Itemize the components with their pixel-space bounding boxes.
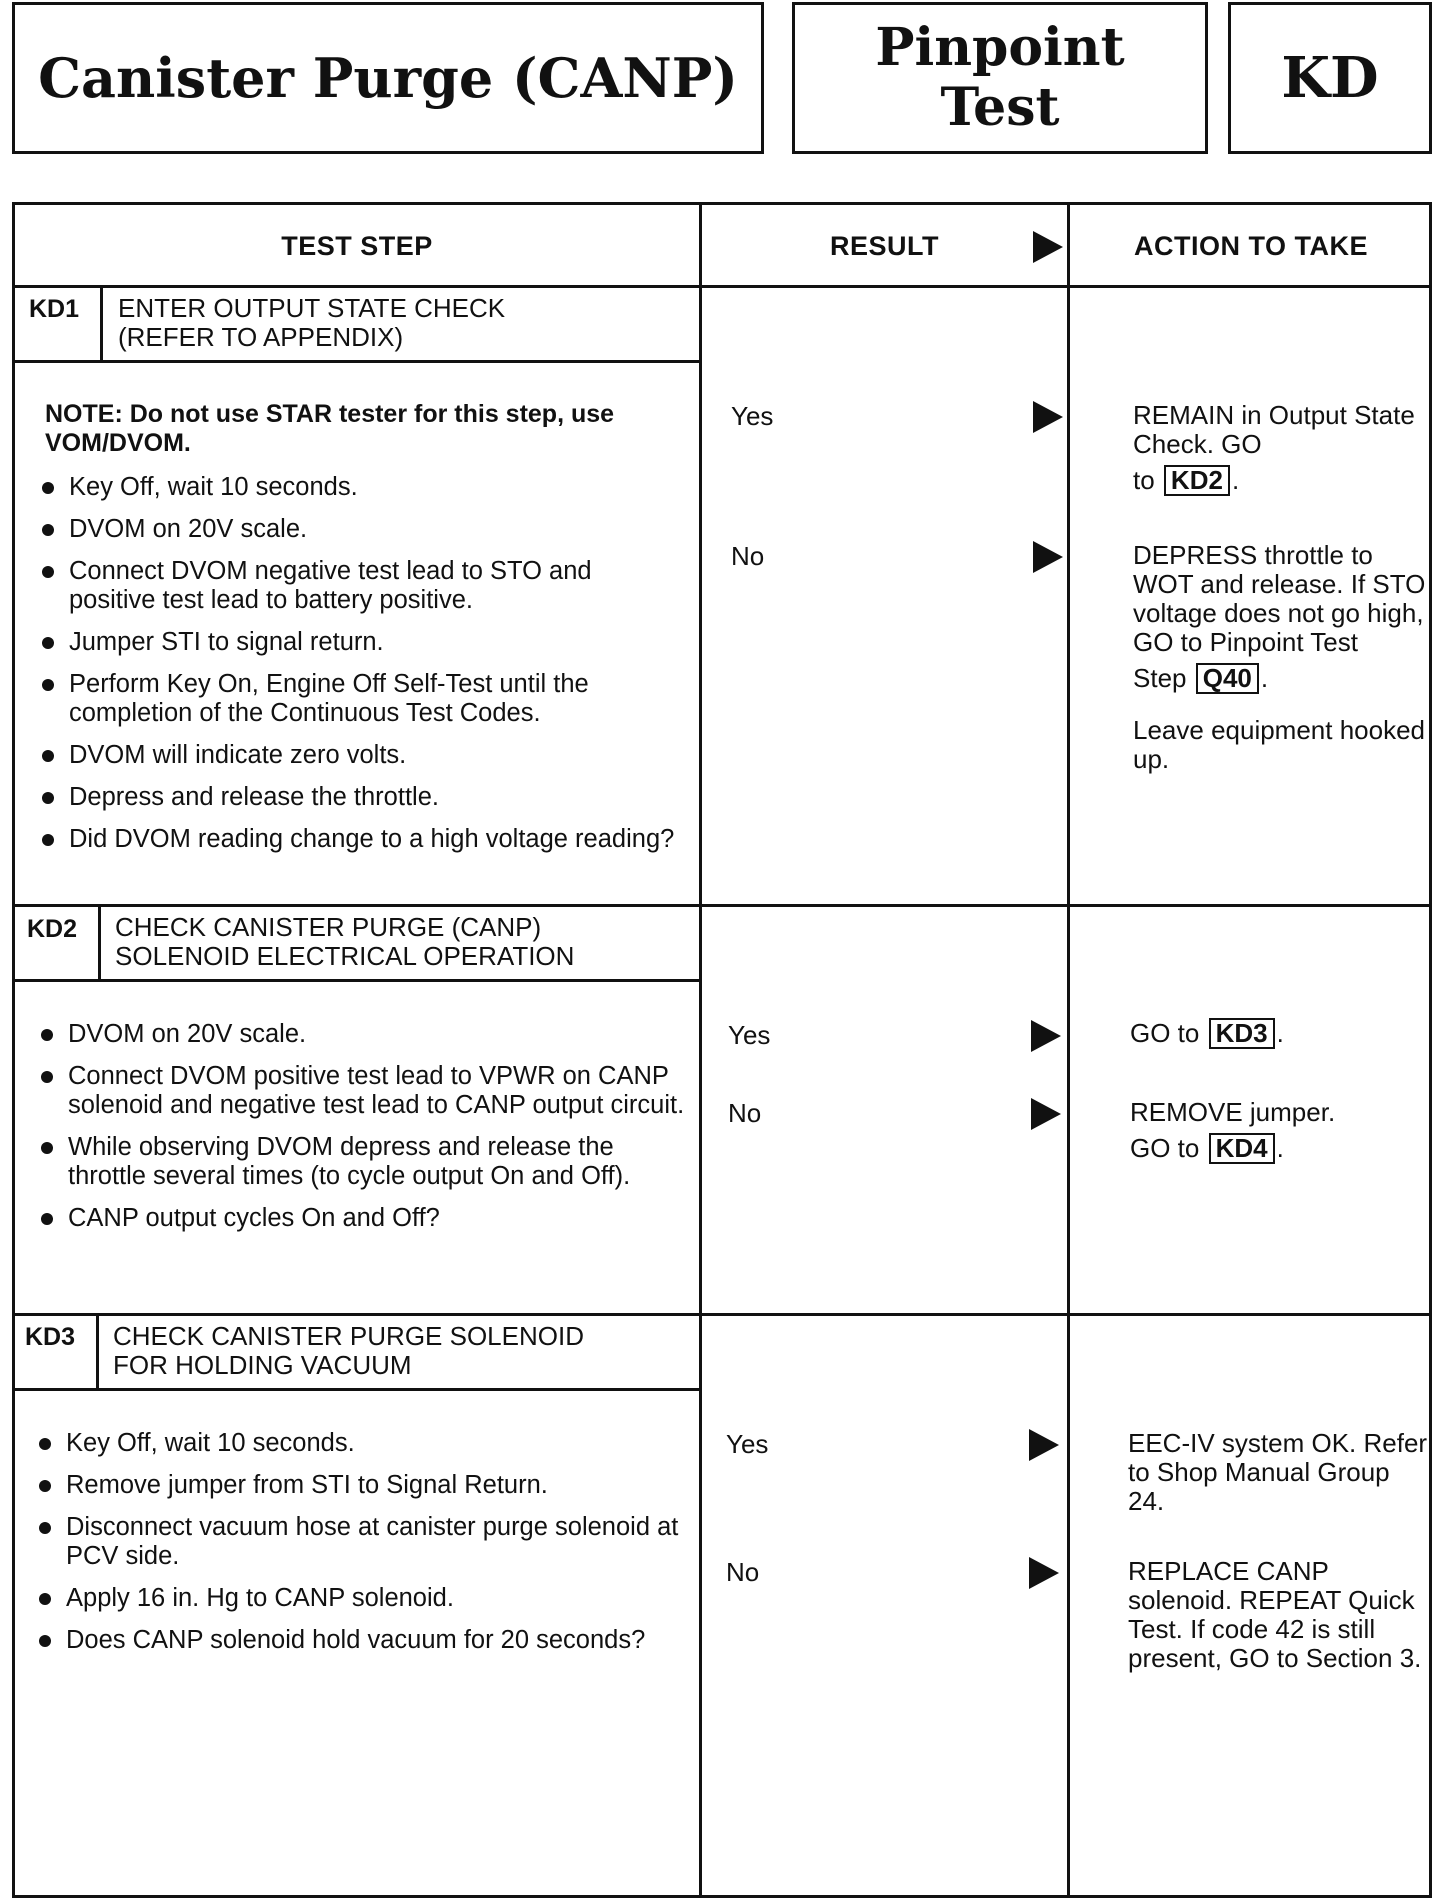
step-title-line1: CHECK CANISTER PURGE (CANP): [115, 912, 542, 942]
step-id-divider: [100, 288, 103, 360]
right-triangle-arrow-icon: [1033, 401, 1063, 433]
list-item: Connect DVOM positive test lead to VPWR on CANP solenoid and negative test lead to CANP output circuit.: [41, 1062, 689, 1120]
step-id-divider: [96, 1316, 99, 1388]
right-triangle-arrow-icon: [1029, 1429, 1059, 1461]
action-prefix: GO to: [1130, 1018, 1200, 1048]
list-item: Apply 16 in. Hg to CANP solenoid.: [39, 1584, 679, 1613]
list-item: Jumper STI to signal return.: [42, 628, 682, 657]
right-triangle-arrow-icon: [1031, 1020, 1061, 1052]
step-ref-kd4[interactable]: KD4: [1209, 1133, 1275, 1164]
action-prefix: GO to: [1130, 1133, 1200, 1163]
list-item: Connect DVOM negative test lead to STO and positive test lead to battery positive.: [42, 557, 682, 615]
action-text: REMOVE jumper.: [1130, 1097, 1336, 1127]
step-title-divider: [15, 1388, 699, 1391]
action-yes: GO to KD3 .: [1130, 1018, 1284, 1048]
step-row-divider: [15, 1313, 1429, 1316]
header-row-divider: [15, 285, 1429, 288]
step-title-line1: CHECK CANISTER PURGE SOLENOID: [113, 1321, 584, 1351]
step-ref-q40[interactable]: Q40: [1196, 663, 1259, 694]
list-item: Disconnect vacuum hose at canister purge solenoid at PCV side.: [39, 1513, 679, 1571]
action-no: DEPRESS throttle to WOT and release. If STO voltage does not go high, GO to Pinpoint Test Step Q40 . Leave equipment hooked up.: [1133, 541, 1433, 774]
column-header-action: ACTION TO TAKE: [1134, 230, 1368, 261]
step-ref-kd3[interactable]: KD3: [1209, 1018, 1275, 1049]
step-title-divider: [15, 979, 699, 982]
step-title-divider: [15, 360, 699, 363]
action-prefix: Step: [1133, 663, 1187, 693]
list-item: Remove jumper from STI to Signal Return.: [39, 1471, 679, 1500]
list-item: DVOM on 20V scale.: [42, 515, 682, 544]
action-yes: [1128, 1429, 1428, 1516]
list-item: Perform Key On, Engine Off Self-Test until the completion of the Continuous Test Codes.: [42, 670, 682, 728]
result-yes: Yes: [731, 401, 774, 431]
action-no: REMOVE jumper. GO to KD4 .: [1130, 1098, 1430, 1164]
list-item: Key Off, wait 10 seconds.: [42, 473, 682, 502]
test-code: KD: [1281, 45, 1379, 111]
step-id: KD3: [25, 1323, 76, 1351]
pinpoint-test-box: [792, 2, 1208, 154]
list-item: Key Off, wait 10 seconds.: [39, 1429, 679, 1458]
list-item: While observing DVOM depress and release the throttle several times (to cycle output On and Off).: [41, 1133, 689, 1191]
column-divider-result: [699, 205, 702, 1895]
action-text: EEC-IV system OK. Refer to Shop Manual Group 24.: [1128, 1428, 1428, 1516]
list-item: CANP output cycles On and Off?: [41, 1204, 689, 1233]
step-title: [113, 1322, 584, 1380]
step-id: KD2: [27, 915, 78, 943]
right-triangle-arrow-icon: [1031, 1098, 1061, 1130]
step-note: NOTE: Do not use STAR tester for this step, use VOM/DVOM.: [45, 400, 615, 457]
step-bullet-list: [42, 473, 682, 867]
column-divider-action: [1067, 205, 1070, 1895]
result-yes: Yes: [726, 1429, 769, 1459]
result-no: No: [728, 1098, 762, 1128]
page-title-box: [12, 2, 764, 154]
column-header-test-step: TEST STEP: [281, 230, 433, 261]
list-item: Did DVOM reading change to a high voltage reading?: [42, 825, 682, 854]
pinpoint-label-line2: Test: [940, 77, 1060, 138]
list-item: Depress and release the throttle.: [42, 783, 682, 812]
action-note: Leave equipment hooked up.: [1133, 715, 1426, 774]
step-title: [118, 294, 505, 352]
step-id: KD1: [29, 295, 80, 323]
step-title-line2: FOR HOLDING VACUUM: [113, 1350, 412, 1380]
step-title-line2: SOLENOID ELECTRICAL OPERATION: [115, 941, 575, 971]
column-header-result-label: RESULT: [830, 230, 939, 261]
list-item: Does CANP solenoid hold vacuum for 20 seconds?: [39, 1626, 679, 1655]
step-bullet-list: [41, 1020, 689, 1246]
right-triangle-arrow-icon: [1033, 231, 1063, 263]
result-no: No: [726, 1557, 760, 1587]
list-item: DVOM will indicate zero volts.: [42, 741, 682, 770]
step-bullet-list: [39, 1429, 679, 1668]
step-title-line2: (REFER TO APPENDIX): [118, 322, 404, 352]
page-title: Canister Purge (CANP): [38, 46, 738, 110]
list-item: DVOM on 20V scale.: [41, 1020, 689, 1049]
step-title-line1: ENTER OUTPUT STATE CHECK: [118, 293, 506, 323]
step-title: [115, 913, 574, 971]
action-no: [1128, 1557, 1428, 1673]
result-yes: Yes: [728, 1020, 771, 1050]
column-header-result: [702, 205, 1067, 287]
action-prefix: to: [1133, 465, 1155, 495]
step-row-divider: [15, 904, 1429, 907]
action-yes: REMAIN in Output State Check. GO to KD2 .: [1133, 401, 1433, 496]
test-code-box: [1228, 2, 1432, 154]
pinpoint-label-line1: Pinpoint: [875, 17, 1125, 78]
right-triangle-arrow-icon: [1029, 1557, 1059, 1589]
result-no: No: [731, 541, 765, 571]
step-id-divider: [98, 907, 101, 979]
action-text: REPLACE CANP solenoid. REPEAT Quick Test. If code 42 is still present, GO to Section 3.: [1128, 1556, 1422, 1673]
action-text: DEPRESS throttle to WOT and release. If STO voltage does not go high, GO to Pinpoint Test: [1133, 540, 1426, 657]
step-ref-kd2[interactable]: KD2: [1164, 465, 1230, 496]
pinpoint-test-table: [12, 202, 1432, 1898]
right-triangle-arrow-icon: [1033, 541, 1063, 573]
action-text: REMAIN in Output State Check. GO: [1133, 400, 1415, 459]
